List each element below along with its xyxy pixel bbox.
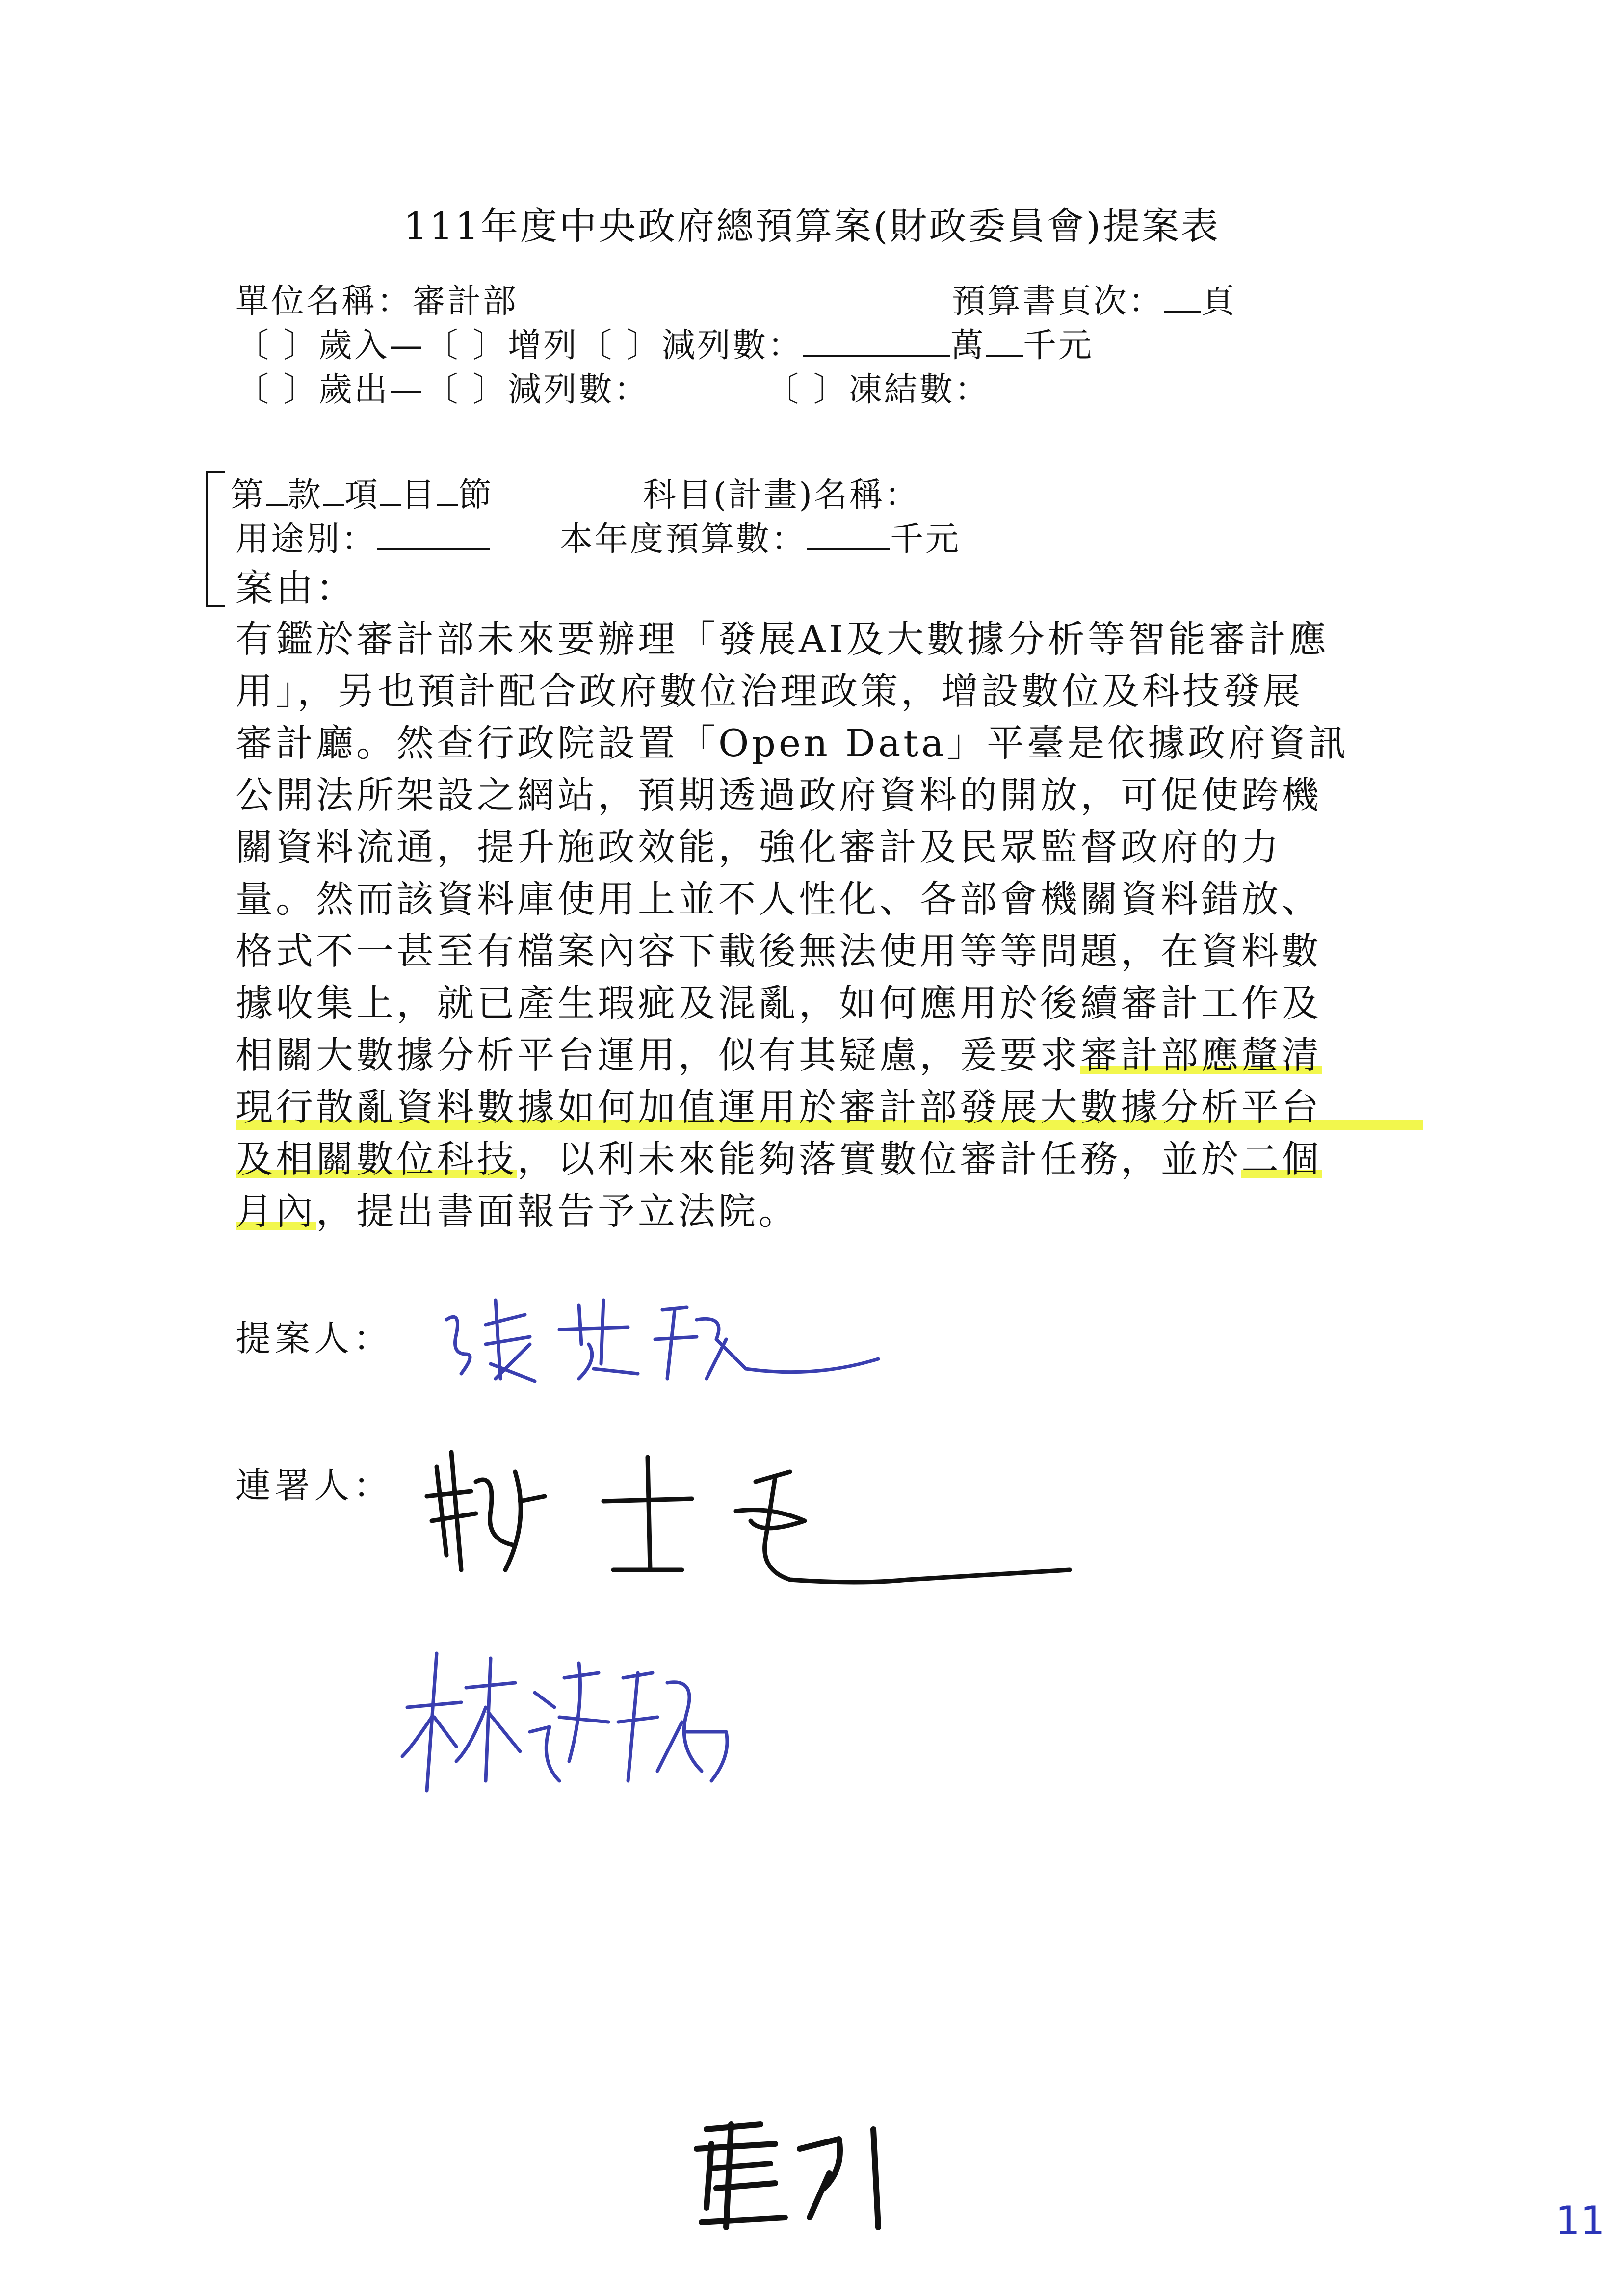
annual-budget-label: 本年度預算數：	[559, 520, 807, 559]
highlighted-text: 現行散亂資料數據如何加值運用於審計部發展大數據分析平台	[236, 1081, 1423, 1133]
cosigner-signature-1	[417, 1423, 1084, 1609]
body-line	[236, 1029, 1423, 1081]
revenue-unit-wan: 萬	[950, 326, 986, 365]
cosigner-label: 連署人：	[236, 1465, 393, 1506]
revenue-line	[236, 319, 1094, 366]
item-kuan: 款	[288, 476, 323, 515]
item-mu: 目	[401, 476, 437, 515]
subject-name: 科目(計畫)名稱：	[643, 476, 920, 515]
body-line: 據收集上，就已產生瑕疵及混亂，如何應用於後續審計工作及	[236, 981, 1322, 1025]
case-body	[236, 613, 1423, 1237]
annual-budget	[559, 513, 961, 560]
item-bracket	[206, 471, 225, 607]
body-line: 關資料流通，提升施政效能，強化審計及民眾監督政府的力	[236, 825, 1282, 869]
item-line	[231, 469, 494, 516]
proposer-signature	[432, 1280, 913, 1408]
body-line: 用」，另也預計配合政府數位治理政策，增設數位及科技發展	[236, 669, 1303, 713]
body-line: 審計廳。然查行政院設置「Open Data」平臺是依據政府資訊	[236, 721, 1349, 765]
use-category: 用途別：	[236, 520, 377, 559]
annual-budget-unit: 千元	[890, 520, 961, 559]
case-label: 案由：	[236, 566, 356, 610]
use-line	[236, 513, 490, 560]
budget-page-ref	[952, 275, 1236, 322]
freeze-amount: 〔 〕凍結數：	[765, 370, 990, 409]
body-line: 量。然而該資料庫使用上並不人性化、各部會機關資料錯放、	[236, 877, 1322, 921]
body-line	[236, 1185, 1423, 1237]
page-ref-prefix: 預算書頁次：	[952, 282, 1164, 321]
body-line: 有鑑於審計部未來要辦理「發展AI及大數據分析等智能審計應	[236, 617, 1329, 661]
proposer-label: 提案人：	[236, 1318, 393, 1359]
highlighted-text: 二個	[1241, 1137, 1322, 1181]
revenue-unit-thousand: 千元	[1022, 326, 1094, 365]
item-xiang: 項	[344, 476, 380, 515]
reviewer-signature	[677, 2110, 903, 2237]
expense-line: 〔 〕歲出—〔 〕減列數：	[236, 370, 650, 409]
highlighted-text: 審計部應釐清	[1080, 1033, 1322, 1077]
body-text-segment: ，以利未來能夠落實數位審計任務，並於	[517, 1137, 1241, 1181]
revenue-line-label: 〔 〕歲入—〔 〕增列〔 〕減列數：	[236, 326, 803, 365]
item-kuan-prefix: 第	[231, 476, 266, 515]
page-number: 11	[1555, 2198, 1605, 2244]
cosigner-signature-2	[393, 1634, 746, 1810]
item-jie: 節	[458, 476, 494, 515]
body-line: 格式不一甚至有檔案內容下載後無法使用等等問題，在資料數	[236, 929, 1322, 973]
document-title: 111年度中央政府總預算案(財政委員會)提案表	[403, 204, 1221, 248]
body-line: 公開法所架設之網站，預期透過政府資料的開放，可促使跨機	[236, 773, 1322, 817]
body-text-segment: 相關大數據分析平台運用，似有其疑慮，爰要求	[236, 1033, 1080, 1077]
highlighted-text: 月內	[236, 1189, 316, 1233]
unit-name: 單位名稱：審計部	[236, 282, 519, 321]
body-text-segment: ，提出書面報告予立法院。	[316, 1189, 799, 1233]
highlighted-text: 及相關數位科技	[236, 1137, 517, 1181]
page-ref-suffix: 頁	[1201, 282, 1237, 321]
body-line	[236, 1133, 1423, 1185]
